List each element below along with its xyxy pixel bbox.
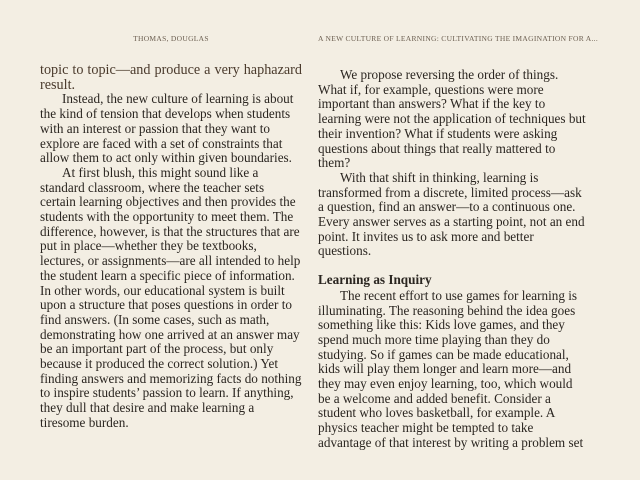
left-page-text bbox=[40, 63, 302, 431]
right-page[interactable] bbox=[318, 0, 600, 480]
lead-line: topic to topic—and produce a very haphazard bbox=[40, 62, 302, 78]
running-head-author: THOMAS, DOUGLAS bbox=[133, 34, 209, 43]
right-page-text bbox=[318, 68, 586, 451]
left-page[interactable] bbox=[40, 0, 302, 480]
paragraph: At first blush, this might sound like a standard classroom, where the teacher sets certain learning objectives and then provides the students with the opportunity to meet them. The difference, however, is that the structures that are put in place—whether they be textbooks, lectures, or assignments—are all intended to help the student learn a specific piece of information. In other words, our educational system is built upon a structure that poses questions in order to find answers. (In some cases, such as math, demonstrating how one arrived at an answer may be an important part of the process, but only because it produced the correct solution.) Yet finding answers and memorizing facts do nothing to inspire students’ passion to learn. If anything, they dull that desire and make learning a tiresome burden. bbox=[40, 164, 302, 430]
paragraph: Instead, the new culture of learning is about the kind of tension that develops when students with an interest or passion that they want to explore are faced with a set of constraints that allow them to act only within given boundaries. bbox=[40, 91, 294, 166]
paragraph: With that shift in thinking, learning is transformed from a discrete, limited process—ask a question, find an answer—to a continuous one. Every answer serves as a starting point, not an end point. It invites us to ask more and better questions. bbox=[318, 169, 585, 259]
lead-line-tail: result. bbox=[40, 76, 76, 93]
paragraph: The recent effort to use games for learning is illuminating. The reasoning behind the idea goes something like this: Kids love games, and they spend much more time playing than they do studying. So if games can be made educational, kids will play them longer and learn more—and they may even enjoy learning, too, which would be a welcome and added benefit. Consider a student who loves basketball, for example. A physics teacher might be tempted to take advantage of that interest by writing a problem set bbox=[318, 287, 584, 450]
running-head-title: A NEW CULTURE OF LEARNING: CULTIVATING THE IMAGINATION FOR A... bbox=[318, 34, 599, 43]
paragraph: We propose reversing the order of things. What if, for example, questions were more important than answers? What if the key to learning were not the application of techniques but their invention? What if students were asking questions about things that really mattered to them? bbox=[318, 67, 586, 171]
section-heading: Learning as Inquiry bbox=[318, 272, 432, 288]
